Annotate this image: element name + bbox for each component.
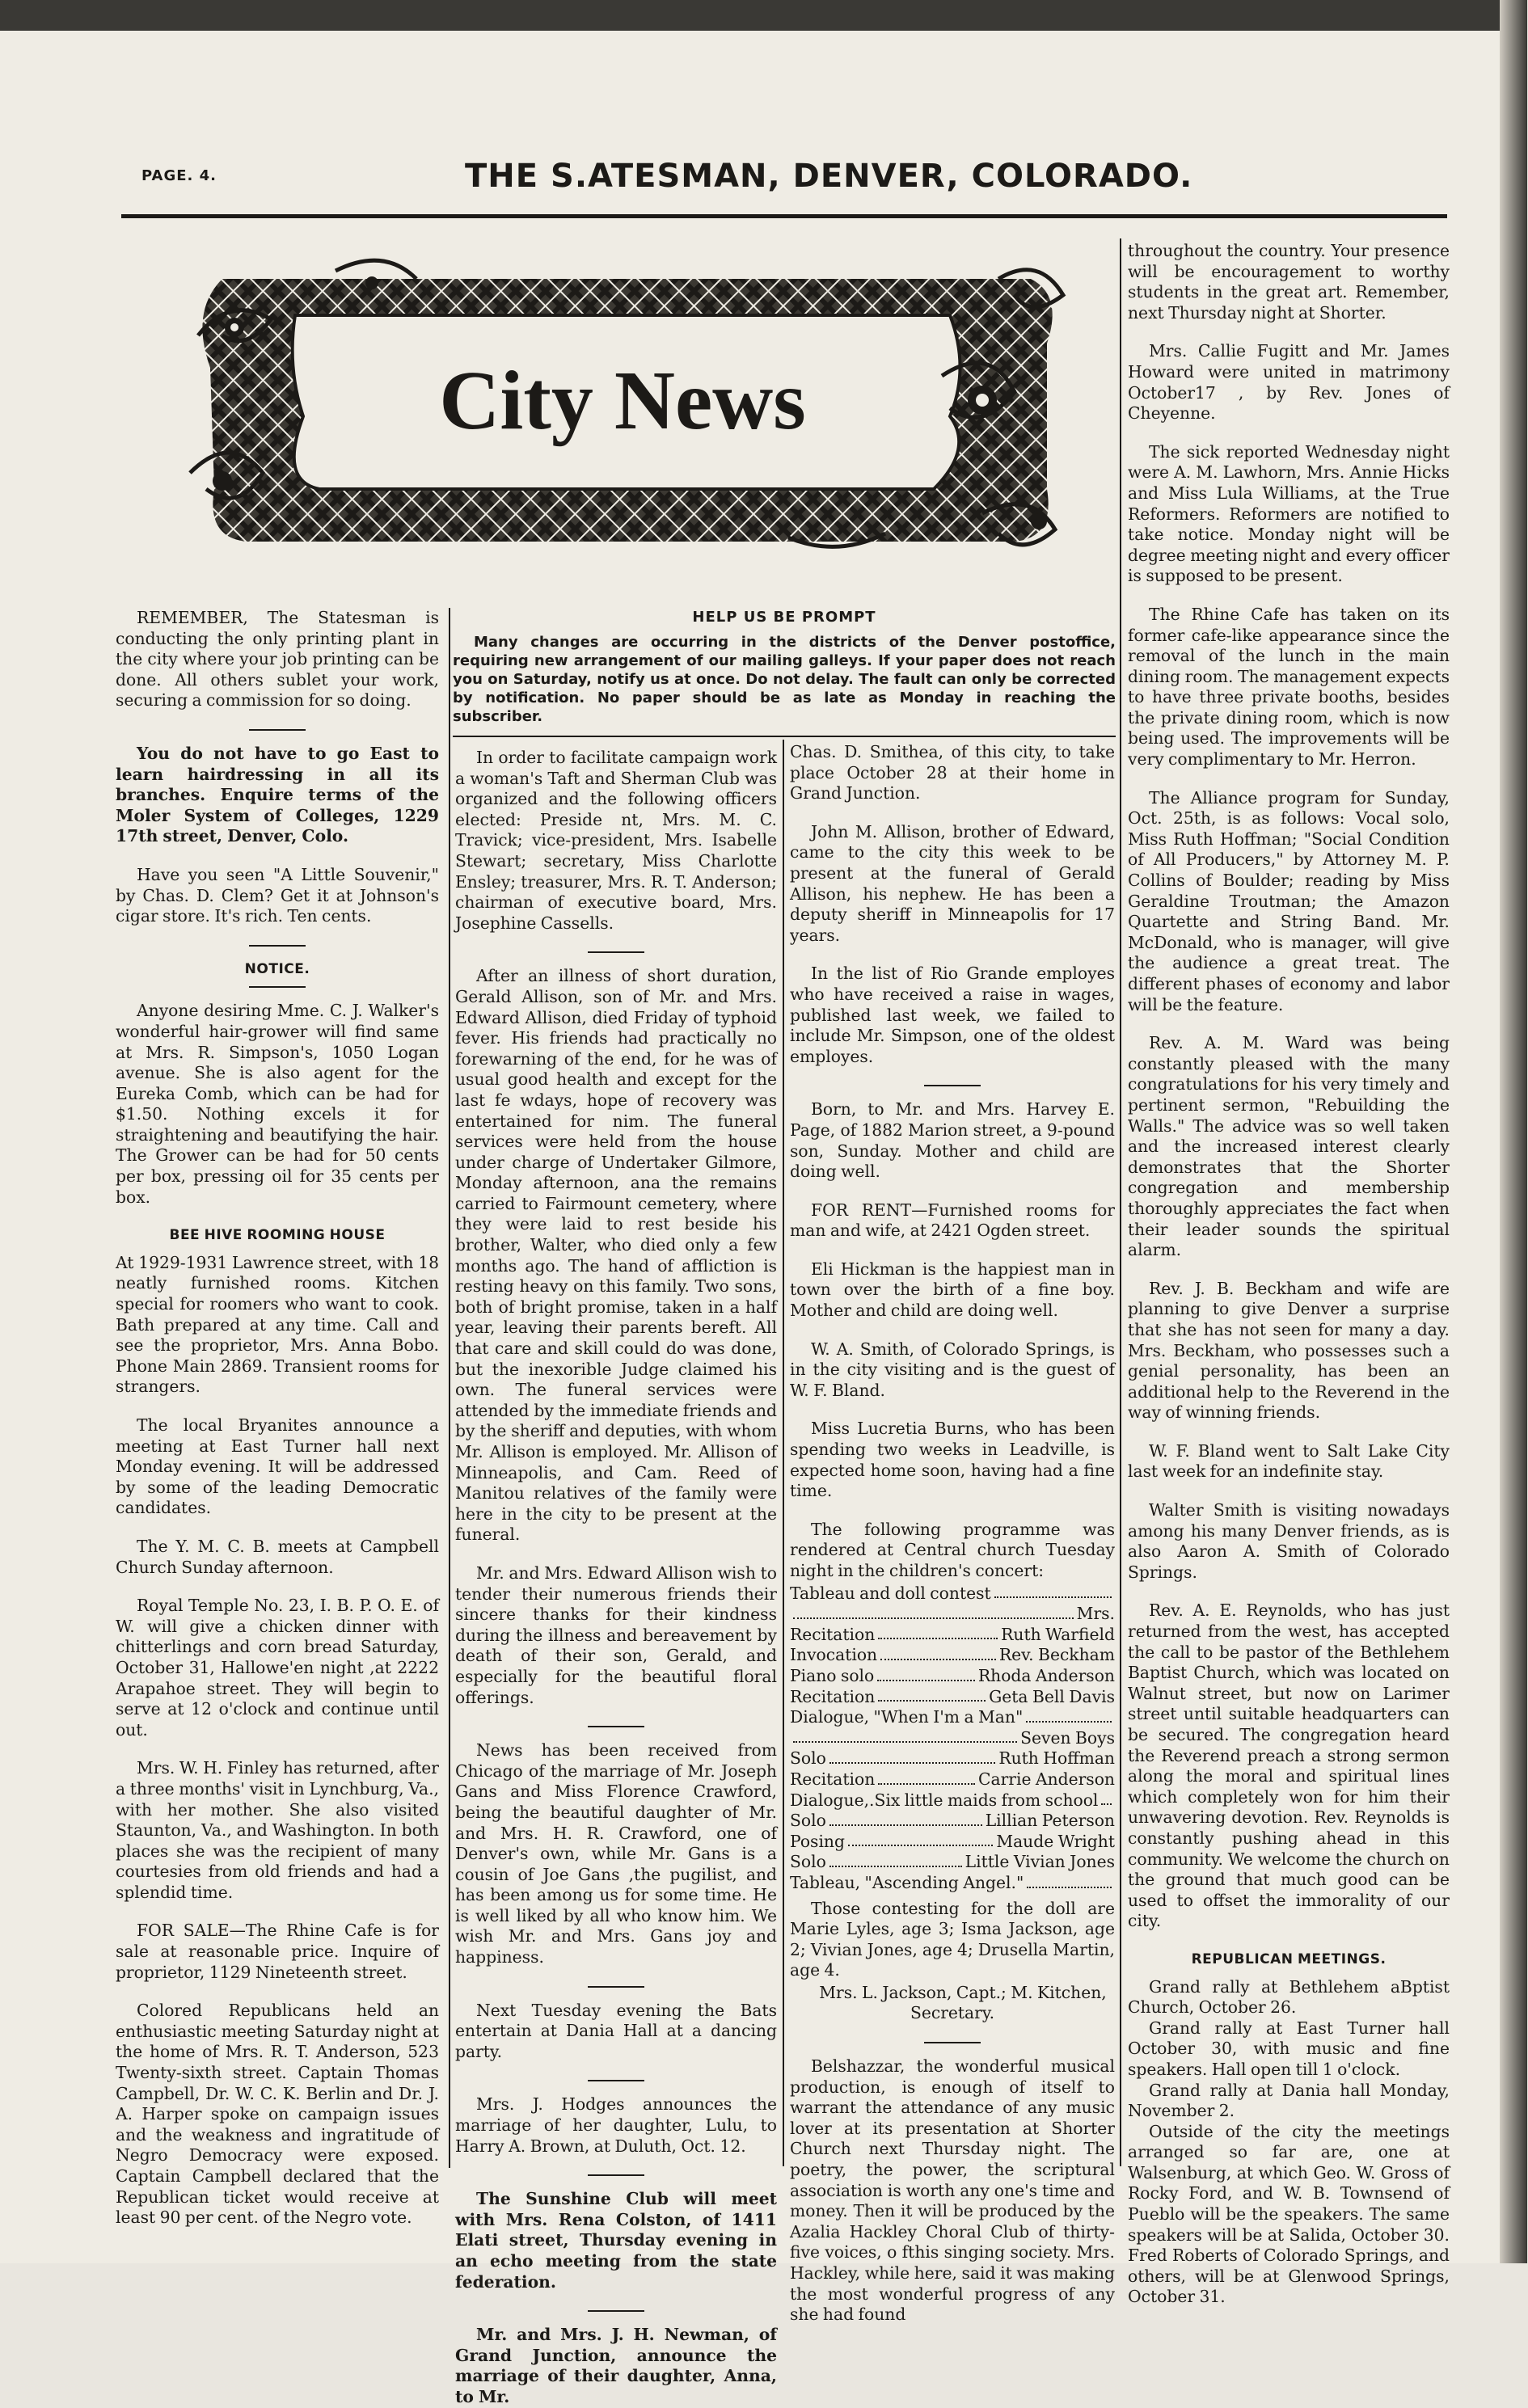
article-bryanites: The local Bryanites announce a meeting at East Turner hall next Monday evening. It will be addressed by some of the leading Democratic candidates. — [116, 1415, 439, 1518]
programme-performer: Seven Boys — [1020, 1727, 1115, 1748]
programme-row — [790, 1873, 1115, 1894]
article-newman: Mr. and Mrs. J. H. Newman, of Grand Junction, announce the marriage of their daughter, Anna, to Mr. — [455, 2325, 777, 2406]
article-beckham: Rev. J. B. Beckham and wife are planning to give Denver a surprise that she has not seen for many a day. Mrs. Beckham, who possesses such a genial personality, has been an additional help to the Reverend in the way of winning friends. — [1128, 1278, 1450, 1423]
article-belshazzar: Belshazzar, the wonderful musical production, is enough of itself to warrant the attendance of any music lover at its presentation at Shorter Church next Thursday night. The poetry, the power, the scriptural association is worth any one's time and money. Then it will be produced by the Azalia Hackley Choral Club of thirty-five voices, o fthis singing society. Mrs. Hackley, while here, said it was making the most wonderful progress of any she had found — [790, 2056, 1115, 2325]
article-hickman: Eli Hickman is the happiest man in town over the birth of a fine boy. Mother and child are doing well. — [790, 1259, 1115, 1321]
banner-title: City News — [439, 354, 806, 447]
programme-row — [790, 1790, 1115, 1811]
separator — [924, 2042, 981, 2043]
programme-row — [790, 1728, 1115, 1749]
leader-dots — [1027, 1873, 1112, 1888]
article-born: Born, to Mr. and Mrs. Harvey E. Page, of 1882 Marion street, a 9-pound son, Sunday. Mother and child are doing well. — [790, 1099, 1115, 1182]
programme-item: Recitation — [790, 1769, 876, 1789]
article-sunshine: The Sunshine Club will meet with Mrs. Rena Colston, of 1411 Elati street, Thursday evening in an echo meeting from the state federation. — [455, 2189, 777, 2292]
meeting-2: Grand rally at East Turner hall October 30, with music and fine speakers. Hall open till 1 o'clock. — [1128, 2018, 1450, 2079]
programme-item: Solo — [790, 1852, 826, 1872]
programme-item: Tableau and doll contest — [790, 1583, 991, 1603]
programme-row — [790, 1604, 1115, 1625]
article-sick: The sick reported Wednesday night were A. M. Lawhorn, Mrs. Annie Hicks and Miss Lula Williams, at the True Reformers. Reformers are notified to take notice. Monday night will be degree meeting night and every officer is supposed to be present. — [1128, 441, 1450, 586]
article-reynolds: Rev. A. E. Reynolds, who has just returned from the west, has accepted the call to be pastor of the Bethlehem Baptist Church, which was located on Walnut street, but now on Larimer street until suitable headquarters can be secured. The congregation heard the Reverend preach a strong sermon along the moral and spiritual lines which completely won for him their unwavering devotion. Rev. Reynolds is constantly pushing ahead in this community. We welcome the church on the ground that much good can be used to offset the immorality of our city. — [1128, 1600, 1450, 1931]
article-bland: W. F. Bland went to Salt Lake City last week for an indefinite stay. — [1128, 1440, 1450, 1482]
programme-performer: Ruth Warfield — [1001, 1624, 1115, 1644]
article-moler: You do not have to go East to learn hairdressing in all its branches. Enquire terms of the Moler System of Colleges, 1229 17th street, Denver, Colo. — [116, 743, 439, 846]
separator — [588, 2080, 644, 2081]
column-1 — [116, 608, 439, 2228]
programme-item: Dialogue, "When I'm a Man" — [790, 1707, 1024, 1727]
masthead-rule — [121, 214, 1447, 218]
article-rio-grande: In the list of Rio Grande employes who have received a raise in wages, published last week, we failed to include Mr. Simpson, one of the oldest employes. — [790, 964, 1115, 1066]
leader-dots — [878, 1625, 998, 1640]
page-binding-shadow — [1500, 0, 1527, 2263]
article-beehive: At 1929-1931 Lawrence street, with 18 neatly furnished rooms. Kitchen special for roomers who want to cook. Bath prepared at any time. Call and see the proprietor, Mrs. Anna Bobo. Phone Main 2869. Transient rooms for strangers. — [116, 1252, 439, 1397]
programme-performer: Carrie Anderson — [977, 1769, 1115, 1789]
page-number: PAGE. 4. — [141, 167, 217, 184]
programme-row — [790, 1852, 1115, 1873]
separator — [924, 1085, 981, 1086]
article-forsale: FOR SALE—The Rhine Cafe is for sale at reasonable price. Inquire of proprietor, 1129 Nineteenth street. — [116, 1921, 439, 1982]
help-notice — [453, 608, 1116, 726]
column-rule-3 — [1120, 238, 1121, 2166]
article-hodges: Mrs. J. Hodges announces the marriage of her daughter, Lulu, to Harry A. Brown, at Duluth, Oct. 12. — [455, 2094, 777, 2156]
leader-dots — [793, 1728, 1017, 1744]
article-finley: Mrs. W. H. Finley has returned, after a three months' visit in Lynchburg, Va., with her mother. She also visited Staunton, Va., and Washington. In both places she was the recipient of many courtesies from old friends and had a splendid time. — [116, 1758, 439, 1902]
leader-dots — [994, 1584, 1112, 1599]
article-republicans: Colored Republicans held an enthusiastic meeting Saturday night at the home of Mrs. R. T. Anderson, 523 Twenty-sixth street. Captain Thomas Campbell, Dr. W. C. K. Berlin and Dr. J. A. Harper spoke on campaign issues and the weakness and ingratitude of Negro Democracy were exposed. Captain Campbell declared that the Republican ticket would receive at least 90 per cent. of the Negro vote. — [116, 2001, 439, 2228]
article-captain: Mrs. L. Jackson, Capt.; M. Kitchen, Secretary. — [819, 1982, 1107, 2023]
programme-row — [790, 1584, 1115, 1605]
separator — [588, 951, 644, 953]
programme-row — [790, 1832, 1115, 1853]
article-forrent: FOR RENT—Furnished rooms for man and wife, at 2421 Ogden street. — [790, 1200, 1115, 1241]
column-3 — [790, 742, 1115, 2325]
meeting-4: Outside of the city the meetings arranged so far are, one at Walsenburg, at which Geo. W. Gross of Rocky Ford, and W. B. Townsend of Pueblo will be the speakers. The same speakers will be at Salida, October 30. Fred Roberts of Colorado Springs, and others, will be at Glenwood Springs, October 31. — [1128, 2121, 1450, 2307]
leader-dots — [793, 1604, 1074, 1619]
programme-performer: Maude Wright — [996, 1831, 1115, 1851]
column-rule-2 — [783, 740, 784, 2166]
programme-item: Recitation — [790, 1686, 876, 1706]
leader-dots — [878, 1769, 975, 1785]
programme-performer: Mrs. — [1076, 1604, 1115, 1624]
article-gans: News has been received from Chicago of the marriage of Mr. Joseph Gans and Miss Florence Crawford, being the beautiful daughter of Mr. and Mrs. H. R. Crawford, one of Denver's own, while Mr. Gans is a cousin of Joe Gans ,the pugilist, and has been among us for some time. He is well liked by all who know him. We wish Mr. and Mrs. Gans joy and happiness. — [455, 1740, 777, 1967]
programme-item: Solo — [790, 1748, 826, 1769]
meeting-1: Grand rally at Bethlehem aBptist Church, October 26. — [1128, 1976, 1450, 2018]
article-remember: REMEMBER, The Statesman is conducting the only printing plant in the city where your job printing can be done. All others sublet your work, securing a commission for so doing. — [116, 608, 439, 711]
programme-intro: The following programme was rendered at Central church Tuesday night in the children's concert: — [790, 1519, 1115, 1580]
ornament-frame — [174, 247, 1083, 562]
separator — [249, 729, 306, 731]
article-smith: W. A. Smith, of Colorado Springs, is in the city visiting and is the guest of W. F. Bland. — [790, 1339, 1115, 1400]
column-4 — [1128, 241, 1450, 2307]
leader-dots — [829, 1852, 962, 1867]
masthead — [121, 158, 1528, 214]
programme-item: Invocation — [790, 1645, 878, 1665]
paper-title: THE S.ATESMAN, DENVER, COLORADO. — [465, 158, 1193, 195]
programme-row — [790, 1687, 1115, 1708]
programme-row — [790, 1645, 1115, 1666]
programme-row — [790, 1811, 1115, 1832]
article-john-allison: John M. Allison, brother of Edward, came to the city this week to be present at the funeral of Gerald Allison, his nephew. He has been a deputy sheriff in Minneapolis for 17 years. — [790, 821, 1115, 945]
programme-performer: Rev. Beckham — [998, 1645, 1115, 1665]
help-heading: HELP US BE PROMPT — [692, 609, 876, 626]
programme-item: Piano solo — [790, 1665, 875, 1685]
article-burns: Miss Lucretia Burns, who has been spending two weeks in Leadville, is expected home soon, having had a fine time. — [790, 1419, 1115, 1501]
leader-dots — [1026, 1707, 1112, 1723]
article-souvenir: Have you seen "A Little Souvenir," by Chas. D. Clem? Get it at Johnson's cigar store. It's rich. Ten cents. — [116, 864, 439, 926]
scan-edge — [0, 0, 1527, 31]
article-fugitt: Mrs. Callie Fugitt and Mr. James Howard were united in matrimony October17 , by Rev. Jones of Cheyenne. — [1128, 341, 1450, 424]
programme-item: Solo — [790, 1811, 826, 1831]
leader-dots — [848, 1832, 993, 1847]
programme-row — [790, 1707, 1115, 1728]
article-contest: Those contesting for the doll are Marie Lyles, age 3; Isma Jackson, age 2; Vivian Jones, age 4; Drusella Martin, age 4. — [790, 1898, 1115, 1980]
programme-item: Dialogue,.Six little maids from school — [790, 1790, 1099, 1810]
article-alliance: The Alliance program for Sunday, Oct. 25th, is as follows: Vocal solo, Miss Ruth Hoffman; "Social Condition of All Producers," by Attorney M. P. Collins of Boulder; reading by Miss Geraldine Troutman; the Amazon Quartette and String Band. Mr. McDonald, who is manager, will give the audience a great treat. The different phases of economy and labor will be the feature. — [1128, 787, 1450, 1014]
meetings-heading: REPUBLICAN MEETINGS. — [1191, 1950, 1387, 1967]
article-thanks: Mr. and Mrs. Edward Allison wish to tender their numerous friends their sincere thanks for their kindness during the illness and bereavement by death of their son, Gerald, and especially for the beautiful floral offerings. — [455, 1562, 777, 1707]
programme-performer: Geta Bell Davis — [989, 1686, 1115, 1706]
programme-performer: Ruth Hoffman — [998, 1748, 1115, 1769]
programme-list — [790, 1584, 1115, 1894]
separator — [249, 945, 306, 947]
separator — [249, 986, 306, 988]
help-box-rule — [453, 736, 1116, 737]
article-temple: Royal Temple No. 23, I. B. P. O. E. of W. will give a chicken dinner with chitterlings and corn bread Saturday, October 31, Hallowe'en night ,at 2222 Arapahoe street. They will begin to serve at 12 o'clock and continue until out. — [116, 1596, 439, 1740]
separator — [588, 2310, 644, 2312]
programme-item: Recitation — [790, 1624, 876, 1644]
leader-dots — [829, 1811, 982, 1826]
column-rule-1 — [449, 608, 450, 2168]
meeting-3: Grand rally at Dania hall Monday, November 2. — [1128, 2080, 1450, 2121]
separator — [588, 1726, 644, 1727]
separator — [588, 1986, 644, 1988]
beehive-heading: BEE HIVE ROOMING HOUSE — [169, 1227, 386, 1244]
programme-row — [790, 1769, 1115, 1790]
programme-row — [790, 1748, 1115, 1769]
leader-dots — [880, 1645, 996, 1660]
programme-row — [790, 1666, 1115, 1687]
programme-performer: Lillian Peterson — [985, 1811, 1115, 1831]
article-notice: Anyone desiring Mme. C. J. Walker's wonderful hair-grower will find same at Mrs. R. Simpson's, 1050 Logan avenue. She is also agent for the Eureka Comb, which can be had for $1.50. Nothing excels it for straightening and beautifying the hair. The Grower can be had for 50 cents per box, pressing oil for 35 cents per box. — [116, 1001, 439, 1207]
city-news-banner — [174, 247, 1083, 562]
programme-row — [790, 1625, 1115, 1646]
article-taft-club: In order to facilitate campaign work a woman's Taft and Sherman Club was organized and the following officers elected: Preside nt, Mrs. M. C. Travick; vice-president, Mrs. Isabelle Stewart; secretary, Miss Charlotte Ensley; treasurer, Mrs. R. T. Anderson; chairman of executive board, Mrs. Josephine Cassells. — [455, 748, 777, 933]
notice-heading: NOTICE. — [244, 960, 310, 977]
column-2 — [455, 748, 777, 2406]
leader-dots — [829, 1748, 996, 1764]
article-ymcb: The Y. M. C. B. meets at Campbell Church Sunday afternoon. — [116, 1536, 439, 1577]
article-bats: Next Tuesday evening the Bats entertain at Dania Hall at a dancing party. — [455, 2000, 777, 2061]
article-continued: throughout the country. Your presence will be encouragement to worthy students in the great art. Remember, next Thursday night at Shorter. — [1128, 241, 1450, 323]
article-ward: Rev. A. M. Ward was being constantly pleased with the many congratulations for his very timely and pertinent sermon, "Rebuilding the Walls." The advice was so well taken and the increased interest clearly demonstrates that the Shorter congregation and membership thoroughly appreciates the fact when their leader sounds the spiritual alarm. — [1128, 1033, 1450, 1260]
article-rhine-cafe: The Rhine Cafe has taken on its former cafe-like appearance since the removal of the lunch in the main dining room. The management expects to have three private booths, besides the private dining room, which is now being used. The improvements will be very complimentary to Mr. Herron. — [1128, 604, 1450, 770]
leader-dots — [877, 1666, 975, 1681]
programme-item: Tableau, "Ascending Angel." — [790, 1872, 1024, 1892]
leader-dots — [878, 1687, 986, 1702]
programme-performer: Little Vivian Jones — [964, 1852, 1115, 1872]
article-smithea: Chas. D. Smithea, of this city, to take place October 28 at their home in Grand Junction. — [790, 742, 1115, 803]
programme-item: Posing — [790, 1831, 845, 1851]
leader-dots — [1101, 1790, 1112, 1806]
separator — [588, 2174, 644, 2176]
help-body: Many changes are occurring in the districts of the Denver postoffice, requiring new arrangement of our mailing galleys. If your paper does not reach you on Saturday, notify us at once. Do not delay. The fault can only be corrected by notification. No paper should be as late as Monday in reaching the subscriber. — [453, 634, 1116, 725]
programme-performer: Rhoda Anderson — [977, 1665, 1115, 1685]
article-walter-smith: Walter Smith is visiting nowadays among his many Denver friends, as is also Aaron A. Smith of Colorado Springs. — [1128, 1500, 1450, 1582]
article-allison: After an illness of short duration, Gerald Allison, son of Mr. and Mrs. Edward Allison, died Friday of typhoid fever. His friends had practically no forewarning of the end, for he was of usual good health and except for the last fe wdays, hope of recovery was entertained for nim. The funeral services were held from the house under charge of Undertaker Gilmore, Monday afternoon, ana the remains carried to Fairmount cemetery, where they were laid to rest beside his brother, Walter, who died only a few months ago. The hand of affliction is resting heavy on this family. Two sons, both of bright promise, taken in a half year, leaving their parents bereft. All that care and skill could do was done, but the inexorible Judge claimed his own. The funeral services were attended by the immediate friends and by the sheriff and deputies, with whom Mr. Allison is employed. Mr. Allison of Minneapolis, and Cam. Reed of Manitou relatives of the family were here in the city to be present at the funeral. — [455, 966, 777, 1545]
